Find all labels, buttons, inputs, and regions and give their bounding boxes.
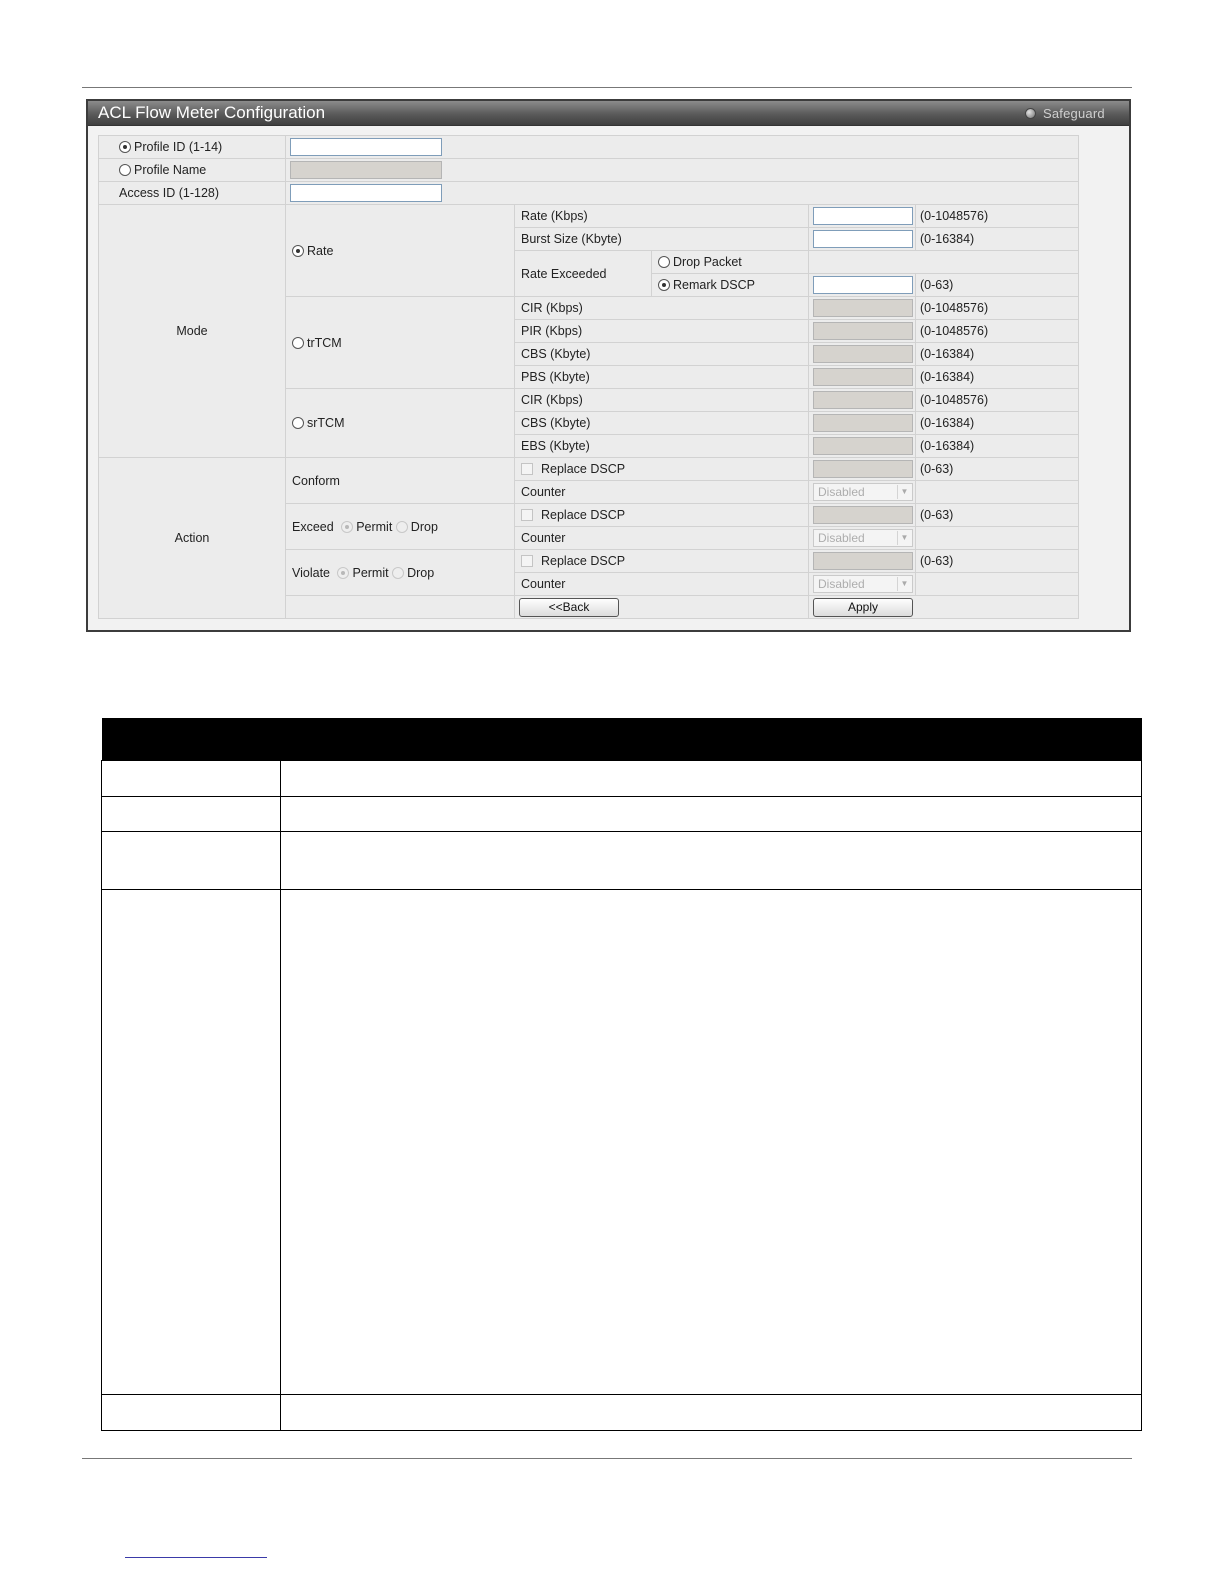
exceed-counter-select[interactable] bbox=[813, 529, 913, 547]
violate-replace-dscp-checkbox[interactable] bbox=[521, 555, 533, 567]
conform-label: Conform bbox=[292, 473, 340, 488]
srtcm-cbs-input[interactable] bbox=[813, 414, 913, 432]
srtcm-cbs-label: CBS (Kbyte) bbox=[521, 416, 591, 430]
chevron-down-icon: ▼ bbox=[897, 577, 911, 591]
mode-label-cell bbox=[99, 205, 286, 458]
access-id-input[interactable] bbox=[290, 184, 442, 202]
desc-row bbox=[102, 889, 1142, 1394]
header-rule bbox=[82, 87, 1132, 88]
access-id-row bbox=[99, 182, 1079, 205]
exceed-drop-radio[interactable] bbox=[396, 521, 408, 533]
trtcm-pir-input[interactable] bbox=[813, 322, 913, 340]
desc-row bbox=[102, 831, 1142, 889]
conform-counter-select[interactable] bbox=[813, 483, 913, 501]
rate-kbps-label: Rate (Kbps) bbox=[521, 209, 588, 223]
exceed-dscp-range: (0-63) bbox=[920, 508, 954, 522]
desc-header-row bbox=[102, 718, 1142, 760]
back-button[interactable]: <<Back bbox=[519, 598, 619, 617]
violate-counter-label: Counter bbox=[521, 577, 566, 591]
drop-packet-radio[interactable] bbox=[658, 256, 670, 268]
trtcm-pbs-input[interactable] bbox=[813, 368, 913, 386]
conform-replace-row bbox=[99, 458, 1079, 481]
rate-exceeded-label: Rate Exceeded bbox=[521, 266, 607, 281]
mode-srtcm-label: srTCM bbox=[307, 416, 345, 430]
panel-header bbox=[88, 101, 1129, 126]
exceed-permit-radio[interactable] bbox=[341, 521, 353, 533]
flow-meter-form bbox=[98, 135, 1079, 619]
burst-size-label: Burst Size (Kbyte) bbox=[521, 232, 622, 246]
profile-name-radio[interactable] bbox=[119, 164, 131, 176]
violate-label: Violate bbox=[292, 565, 330, 580]
trtcm-cir-input[interactable] bbox=[813, 299, 913, 317]
exceed-counter-label: Counter bbox=[521, 531, 566, 545]
desc-header-cell bbox=[281, 718, 1142, 760]
violate-counter-select[interactable] bbox=[813, 575, 913, 593]
profile-name-input[interactable] bbox=[290, 161, 442, 179]
exceed-label: Exceed bbox=[292, 519, 334, 534]
parameter-description-table bbox=[101, 718, 1142, 1431]
profile-id-radio[interactable] bbox=[119, 141, 131, 153]
srtcm-cir-input[interactable] bbox=[813, 391, 913, 409]
safeguard-label: Safeguard bbox=[1043, 106, 1105, 121]
mode-rate-label: Rate bbox=[307, 243, 334, 258]
acl-flow-meter-panel bbox=[86, 99, 1131, 632]
violate-drop-radio[interactable] bbox=[392, 567, 404, 579]
mode-label: Mode bbox=[176, 324, 208, 338]
safeguard-icon bbox=[1025, 108, 1036, 119]
srtcm-cbs-range: (0-16384) bbox=[920, 416, 975, 430]
burst-size-input[interactable] bbox=[813, 230, 913, 248]
conform-replace-dscp-label: Replace DSCP bbox=[541, 462, 626, 476]
remark-dscp-input[interactable] bbox=[813, 276, 913, 294]
action-label: Action bbox=[174, 531, 210, 545]
action-label-cell bbox=[99, 458, 286, 619]
remark-dscp-label: Remark DSCP bbox=[673, 278, 755, 292]
trtcm-pbs-range: (0-16384) bbox=[920, 370, 975, 384]
violate-dscp-range: (0-63) bbox=[920, 554, 954, 568]
profile-name-label: Profile Name bbox=[134, 163, 207, 177]
rate-kbps-input[interactable] bbox=[813, 207, 913, 225]
conform-replace-dscp-checkbox[interactable] bbox=[521, 463, 533, 475]
violate-permit-label: Permit bbox=[352, 565, 389, 580]
srtcm-cir-label: CIR (Kbps) bbox=[521, 393, 583, 407]
srtcm-cir-range: (0-1048576) bbox=[920, 393, 989, 407]
remark-dscp-range: (0-63) bbox=[920, 278, 954, 292]
desc-row bbox=[102, 760, 1142, 796]
mode-trtcm-label: trTCM bbox=[307, 335, 342, 350]
trtcm-cbs-input[interactable] bbox=[813, 345, 913, 363]
violate-replace-dscp-label: Replace DSCP bbox=[541, 554, 626, 568]
mode-rate-radio[interactable] bbox=[292, 245, 304, 257]
trtcm-pir-range: (0-1048576) bbox=[920, 324, 989, 338]
srtcm-ebs-range: (0-16384) bbox=[920, 439, 975, 453]
exceed-replace-dscp-label: Replace DSCP bbox=[541, 508, 626, 522]
profile-name-row bbox=[99, 159, 1079, 182]
trtcm-cbs-range: (0-16384) bbox=[920, 347, 975, 361]
remark-dscp-radio[interactable] bbox=[658, 279, 670, 291]
panel-title: ACL Flow Meter Configuration bbox=[98, 103, 326, 122]
access-id-label: Access ID (1-128) bbox=[119, 186, 220, 200]
desc-header-cell bbox=[102, 718, 281, 760]
mode-srtcm-radio[interactable] bbox=[292, 417, 304, 429]
srtcm-ebs-label: EBS (Kbyte) bbox=[521, 439, 590, 453]
exceed-drop-label: Drop bbox=[410, 519, 438, 534]
violate-counter-value: Disabled bbox=[818, 577, 865, 591]
violate-permit-radio[interactable] bbox=[337, 567, 349, 579]
exceed-counter-value: Disabled bbox=[818, 531, 865, 545]
profile-id-label: Profile ID (1-14) bbox=[134, 140, 223, 154]
rate-kbps-row bbox=[99, 205, 1079, 228]
footer-link-underline bbox=[125, 1557, 267, 1558]
violate-drop-label: Drop bbox=[407, 565, 435, 580]
profile-id-cell bbox=[99, 136, 286, 159]
burst-size-range: (0-16384) bbox=[920, 232, 975, 246]
profile-id-input[interactable] bbox=[290, 138, 442, 156]
mode-trtcm-radio[interactable] bbox=[292, 337, 304, 349]
trtcm-pir-label: PIR (Kbps) bbox=[521, 324, 583, 338]
apply-button[interactable]: Apply bbox=[813, 598, 913, 617]
conform-dscp-input[interactable] bbox=[813, 460, 913, 478]
drop-packet-label: Drop Packet bbox=[673, 255, 742, 269]
chevron-down-icon: ▼ bbox=[897, 531, 911, 545]
trtcm-cbs-label: CBS (Kbyte) bbox=[521, 347, 591, 361]
footer-rule bbox=[82, 1458, 1132, 1459]
violate-dscp-input[interactable] bbox=[813, 552, 913, 570]
trtcm-cir-label: CIR (Kbps) bbox=[521, 301, 583, 315]
exceed-replace-dscp-checkbox[interactable] bbox=[521, 509, 533, 521]
trtcm-cir-range: (0-1048576) bbox=[920, 301, 989, 315]
profile-id-row bbox=[99, 136, 1079, 159]
exceed-dscp-input[interactable] bbox=[813, 506, 913, 524]
rate-kbps-range: (0-1048576) bbox=[920, 209, 989, 223]
conform-counter-value: Disabled bbox=[818, 485, 865, 499]
exceed-permit-label: Permit bbox=[356, 519, 393, 534]
srtcm-ebs-input[interactable] bbox=[813, 437, 913, 455]
conform-counter-label: Counter bbox=[521, 485, 566, 499]
desc-row bbox=[102, 796, 1142, 831]
conform-dscp-range: (0-63) bbox=[920, 462, 954, 476]
trtcm-pbs-label: PBS (Kbyte) bbox=[521, 370, 590, 384]
chevron-down-icon: ▼ bbox=[897, 485, 911, 499]
desc-row bbox=[102, 1394, 1142, 1430]
